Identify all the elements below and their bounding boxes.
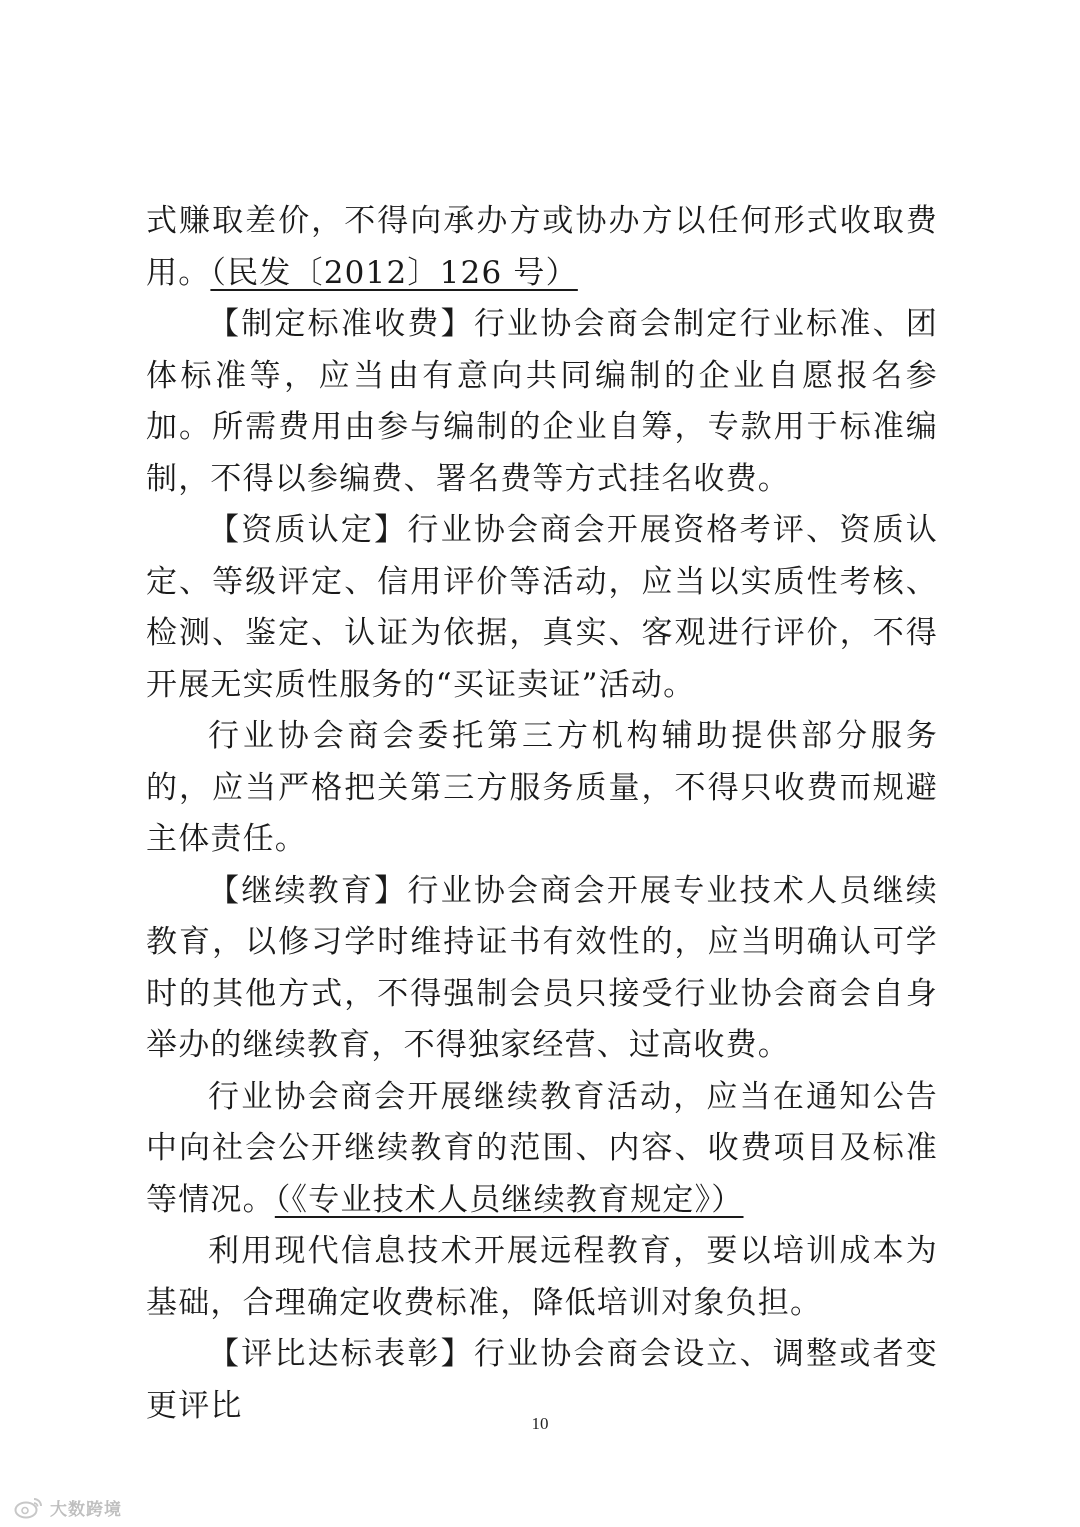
paragraph-8: 【评比达标表彰】行业协会商会设立、调整或者变更评比	[146, 1336, 938, 1424]
paragraph-5: 【继续教育】行业协会商会开展专业技术人员继续教育，以修习学时维持证书有效性的，应当明确认可学时的其他方式，不得强制会员只接受行业协会商会自身举办的继续教育，不得独家经营、过高收费。	[146, 872, 938, 1063]
citation-2: （《专业技术人员继续教育规定》）	[274, 1181, 744, 1218]
document-body	[146, 196, 938, 1432]
watermark-text: 大数跨境	[50, 1499, 122, 1520]
paragraph-6: 行业协会商会开展继续教育活动，应当在通知公告中向社会公开继续教育的范围、内容、收费项目及标准等情况。（《专业技术人员继续教育规定》）	[146, 1078, 938, 1218]
paragraph-1: 式赚取差价，不得向承办方或协办方以任何形式收取费用。（民发〔2012〕126 号）	[146, 203, 938, 291]
page-number: 10	[531, 1414, 549, 1433]
weibo-icon	[14, 1495, 44, 1519]
watermark	[14, 1494, 122, 1520]
paragraph-4: 行业协会商会委托第三方机构辅助提供部分服务的，应当严格把关第三方服务质量，不得只收费而规避主体责任。	[146, 718, 938, 857]
paragraph-2: 【制定标准收费】行业协会商会制定行业标准、团体标准等，应当由有意向共同编制的企业自愿报名参加。所需费用由参与编制的企业自筹，专款用于标准编制，不得以参编费、署名费等方式挂名收费。	[146, 306, 938, 497]
citation-1: （民发〔2012〕126 号）	[210, 254, 578, 291]
paragraph-7: 利用现代信息技术开展远程教育，要以培训成本为基础，合理确定收费标准，降低培训对象负担。	[146, 1233, 938, 1321]
paragraph-3: 【资质认定】行业协会商会开展资格考评、资质认定、等级评定、信用评价等活动，应当以实质性考核、检测、鉴定、认证为依据，真实、客观进行评价，不得开展无实质性服务的“买证卖证”活动。	[146, 512, 938, 703]
